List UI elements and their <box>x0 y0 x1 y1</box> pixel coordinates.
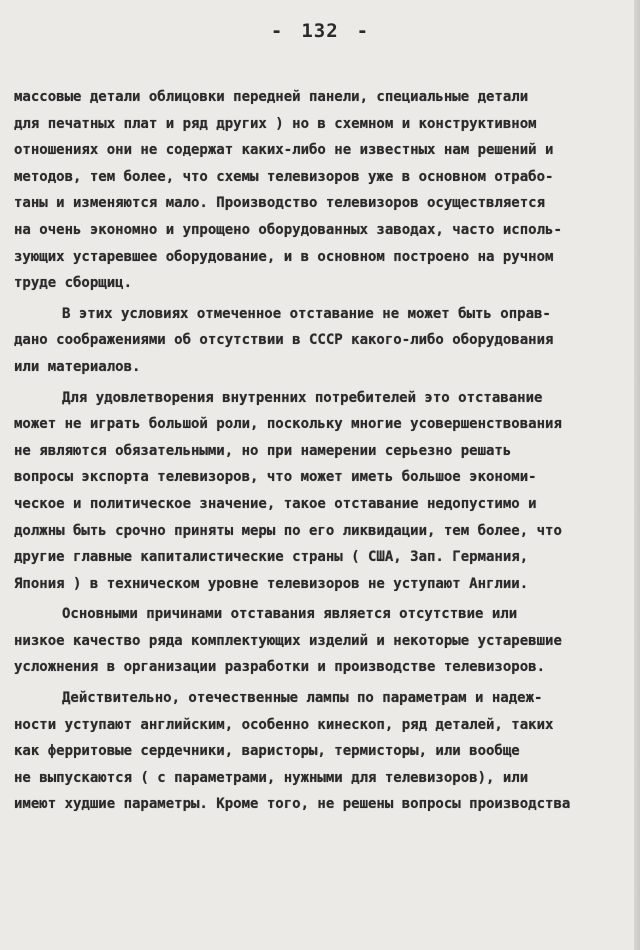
text-line: вопросы экспорта телевизоров, что может иметь большое экономи- <box>14 469 537 486</box>
text-line: или материалов. <box>14 358 141 375</box>
text-line: отношениях они не содержат каких-либо не известных нам решений и <box>14 142 554 159</box>
text-line: низкое качество ряда комплектующих изделий и некоторые устаревшие <box>14 632 562 649</box>
text-line: может не играть большой роли, поскольку многие усовершенствования <box>14 416 562 433</box>
text-line: другие главные капиталистические страны ( США, Зап. Германия, <box>14 549 529 566</box>
text-line: ческое и политическое значение, такое отставание недопустимо и <box>14 495 537 512</box>
page-edge-shadow <box>634 0 640 950</box>
text-line: таны и изменяются мало. Производство телевизоров осуществляется <box>14 195 546 212</box>
page-header <box>0 20 640 42</box>
text-line: должны быть срочно приняты меры по его ликвидации, тем более, что <box>14 522 562 539</box>
text-line: имеют худшие параметры. Кроме того, не решены вопросы производства <box>14 796 571 813</box>
paragraph-first-line: Для удовлетворения внутренних потребителей это отставание <box>62 389 543 406</box>
text-line: массовые детали облицовки передней панели, специальные детали <box>14 89 529 105</box>
text-line: труде сборщиц. <box>14 275 133 292</box>
text-line: методов, тем более, что схемы телевизоров уже в основном отрабо- <box>14 168 554 185</box>
text-line: зующих устаревшее оборудование, и в основном построено на ручном <box>14 248 554 265</box>
text-line: дано соображениями об отсутствии в СССР какого-либо оборудования <box>14 332 554 349</box>
paragraph-first-line: Основными причинами отставания является отсутствие или <box>62 606 518 623</box>
page-number: 132 <box>301 20 339 42</box>
text-line: не являются обязательными, но при намерении серьезно решать <box>14 442 512 459</box>
text-line: как ферритовые сердечники, варисторы, термисторы, или вообще <box>14 743 520 760</box>
header-right-dash: - <box>356 20 370 42</box>
text-line: ности уступают английским, особенно кинескоп, ряд деталей, таких <box>14 716 554 733</box>
text-line: для печатных плат и ряд других ) но в схемном и конструктивном <box>14 115 537 132</box>
body-text <box>14 84 626 818</box>
text-line: Япония ) в техническом уровне телевизоров не уступают Англии. <box>14 575 529 592</box>
text-line: на очень экономно и упрощено оборудованных заводах, часто исполь- <box>14 221 562 238</box>
text-line: не выпускаются ( с параметрами, нужными для телевизоров), или <box>14 769 529 786</box>
paragraph-first-line: Действительно, отечественные лампы по параметрам и надеж- <box>62 690 543 707</box>
header-left-dash: - <box>270 20 284 42</box>
paragraph-first-line: В этих условиях отмеченное отставание не может быть оправ- <box>62 305 551 322</box>
text-line: усложнения в организации разработки и производстве телевизоров. <box>14 659 546 676</box>
